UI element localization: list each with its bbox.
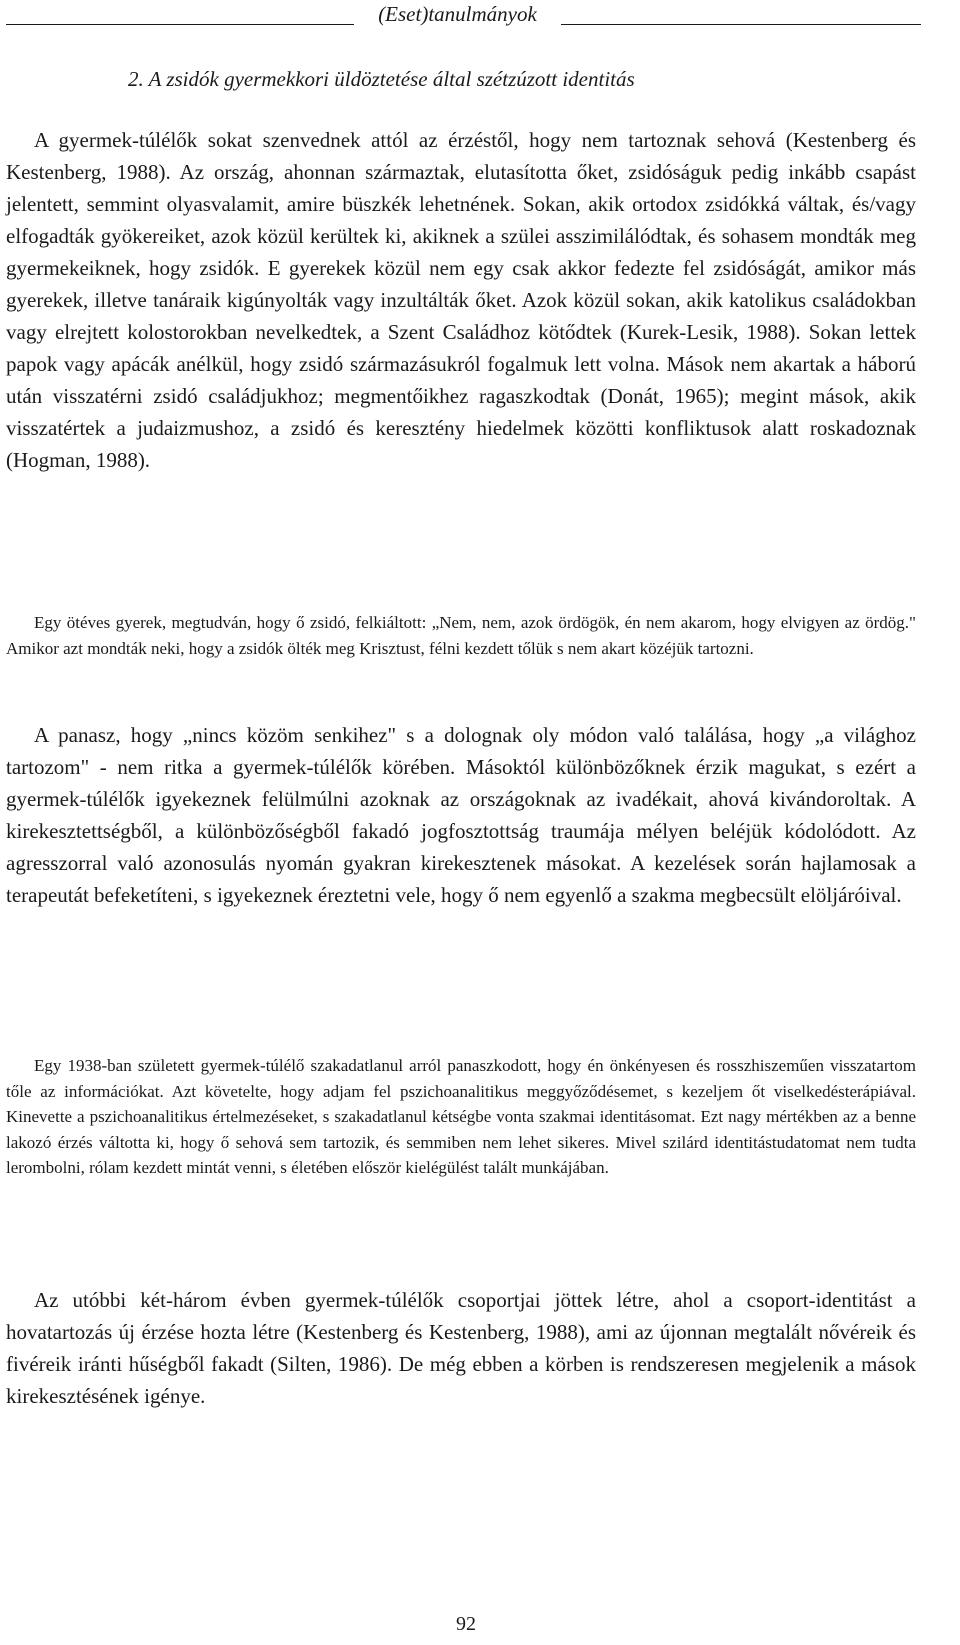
case-quote-2: Egy 1938-ban született gyermek-túlélő szakadatlanul arról panaszkodott, hogy én önkényesen és rosszhiszeműen visszatartom tőle az információkat. Azt követelte, hogy adjam fel pszichoanalitikus meggyőződésemet, s kezeljem őt viselkedésterápiával. Kinevette a pszichoanalitikus értelmezéseket, s szakadatlanul kétségbe vonta szakmai identitásomat. Ezt nagy mértékben az a benne lakozó érzés váltotta ki, hogy ő sehová sem tartozik, és semmiben nem lehet sikeres. Mivel szilárd identitástudatomat nem tudta lerombolni, rólam kezdett mintát venni, s életében először kielégülést talált munkájában.	[6, 1056, 916, 1177]
body-paragraph-2: A panasz, hogy „nincs közöm senkihez" s a dolognak oly módon való találása, hogy „a világhoz tartozom" - nem ritka a gyermek-túlélők körében. Másoktól különbözőknek érzik magukat, s ezért a gyermek-túlélők igyekeznek felülmúlni azoknak az országoknak az ivadékait, ahová kivándoroltak. A kirekesztettségből, a különbözőségből fakadó jogfosztottság traumája mélyen beléjük kódolódott. Az agresszorral való azonosulás nyomán gyakran kirekesztenek másokat. A kezelések során hajlamosak a terapeutát befeketíteni, s igyekeznek éreztetni vele, hogy ő nem egyenlő a szakma megbecsült elöljáróival.	[6, 723, 916, 907]
body-paragraph-1: A gyermek-túlélők sokat szenvednek attól az érzéstől, hogy nem tartoznak sehová (Kestenberg és Kestenberg, 1988). Az ország, ahonnan származtak, elutasította őket, zsidóságuk pedig inkább csapást jelentett, semmint olyasvalamit, amire büszkék lehetnének. Sokan, akik ortodox zsidókká váltak, és/vagy elfogadták gyökereiket, azok közül kerültek ki, akiknek a szülei asszimilálódtak, és sohasem mondták meg gyermekeiknek, hogy zsidók. E gyerekek közül nem egy csak akkor fedezte fel zsidóságát, amikor más gyerekek, illetve tanáraik kigúnyolták vagy inzultálták őket. Azok közül sokan, akik katolikus családokban vagy elrejtett kolostorokban nevelkedtek, a Szent Családhoz kötődtek (Kurek-Lesik, 1988). Sokan lettek papok vagy apácák anélkül, hogy zsidó származásukról fogalmuk lett volna. Mások nem akartak a háború után visszatérni zsidó családjukhoz; megmentőikhez ragaszkodtak (Donát, 1965); megint mások, akik visszatértek a judaizmushoz, a zsidó és keresztény hiedelmek közötti konfliktusok alatt roskadoznak (Hogman, 1988).	[6, 128, 916, 472]
case-quote-1: Egy ötéves gyerek, megtudván, hogy ő zsidó, felkiáltott: „Nem, nem, azok ördögök, én nem akarom, hogy elvigyen az ördög." Amikor azt mondták neki, hogy a zsidók ölték meg Krisztust, félni kezdett tőlük s nem akart közéjük tartozni.	[6, 613, 916, 658]
running-header	[6, 0, 926, 30]
body-paragraph-3: Az utóbbi két-három évben gyermek-túlélők csoportjai jöttek létre, ahol a csoport-identitást a hovatartozás új érzése hozta létre (Kestenberg és Kestenberg, 1988), ami az újonnan megtalált nővéreik és fivéreik iránti hűségből fakadt (Silten, 1986). De még ebben a körben is rendszeresen megjelenik a mások kirekesztésének igénye.	[6, 1288, 916, 1408]
page-number: 92	[456, 1613, 476, 1635]
running-title: (Eset)tanulmányok	[378, 2, 537, 26]
header-rule-right	[561, 24, 921, 25]
header-rule-left	[6, 24, 354, 25]
section-title: 2. A zsidók gyermekkori üldöztetése által szétzúzott identitás	[128, 67, 635, 91]
